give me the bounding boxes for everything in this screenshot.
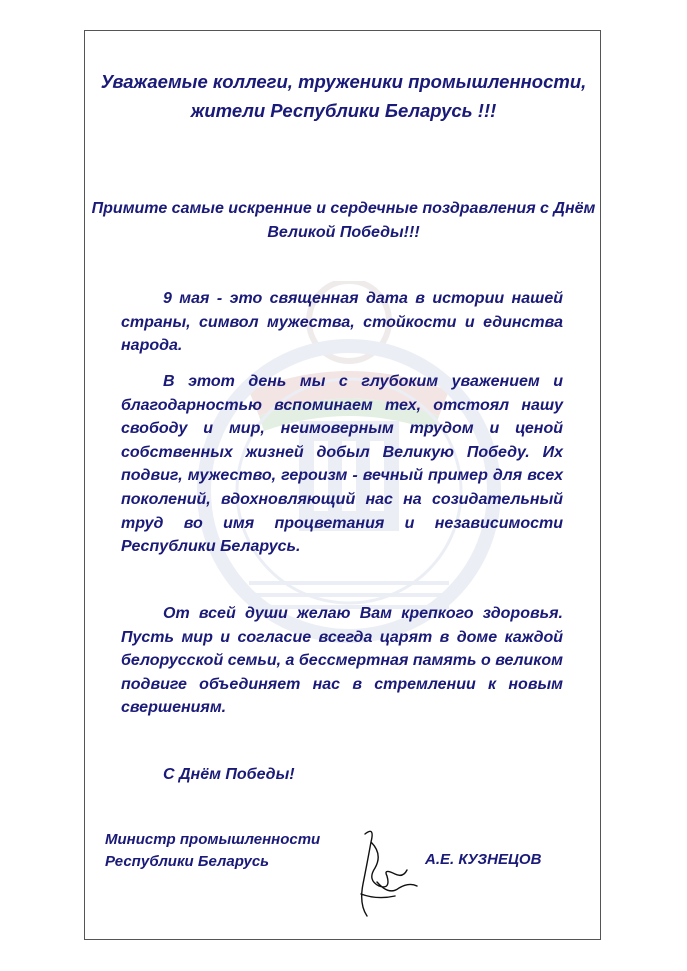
letter-title: Уважаемые коллеги, труженики промышленности, жители Республики Беларусь !!! [100,71,587,121]
handwritten-signature [347,824,421,924]
signatory-title-line1: Министр промышленности [105,831,321,848]
letter-page [84,30,601,940]
signatory-title-line2: Республики Беларусь [105,853,270,870]
paragraph-1: 9 мая - это священная дата в истории нашей страны, символ мужества, стойкости и единства народа. [121,290,563,355]
paragraph-3: От всей души желаю Вам крепкого здоровья. Пусть мир и согласие всегда царят в доме каждой белорусской семьи, а бессмертная память о великом подвиге объединяет нас в стремлении к новым свершениям. [121,605,563,717]
signatory-title [105,829,320,873]
letter-subtitle: Примите самые искренние и сердечные поздравления с Днём Великой Победы!!! [91,200,596,241]
paragraph-2: В этот день мы с глубоким уважением и благодарностью вспоминаем тех, отстоял нашу свободу и мир, неимоверным трудом и ценой собственных жизней добыл Великую Победу. Их подвиг, мужество, героизм - вечный пример для всех поколений, вдохновляющий нас на созидательный труд во имя процветания и независимости Республики Беларусь. [121,373,563,556]
signatory-name: А.Е. КУЗНЕЦОВ [425,851,542,868]
closing-line: С Днём Победы! [163,766,295,783]
